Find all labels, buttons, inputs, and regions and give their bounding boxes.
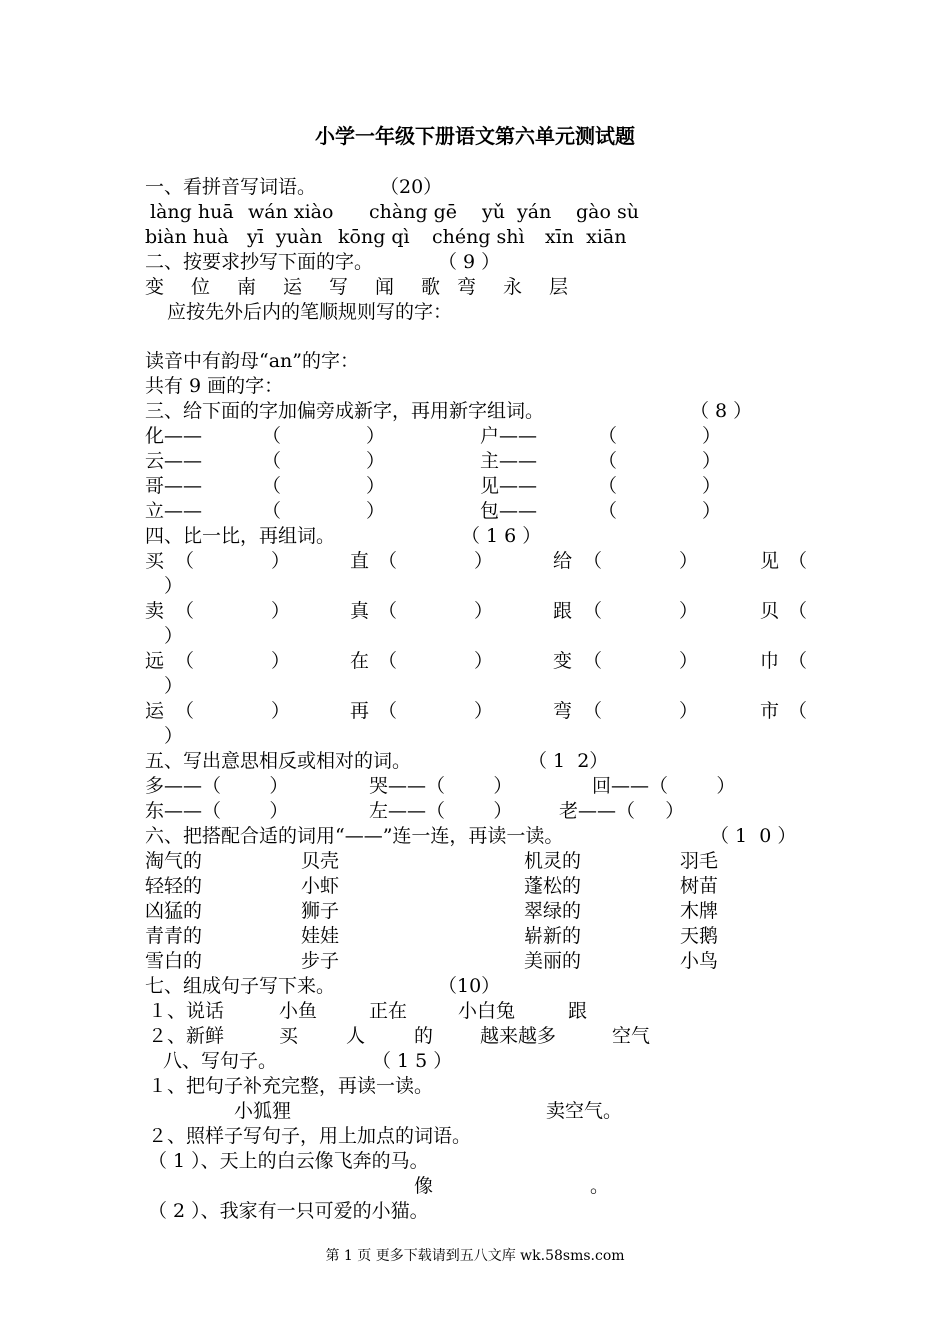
paren-close: ）: [164, 575, 184, 597]
compare-row-wrap: [0, 624, 950, 648]
antonym-item: 哭——（ ）: [369, 775, 513, 797]
paren-open: （: [175, 650, 195, 672]
pinyin-row-1: [0, 200, 950, 224]
match-word: 步子: [301, 950, 340, 972]
section-heading: 四、比一比，再组词。: [145, 525, 336, 547]
paren-open: （: [598, 500, 618, 522]
match-word: 贝壳: [301, 850, 340, 872]
paren-close: ）: [702, 500, 722, 522]
match-word: 淘气的: [145, 850, 203, 872]
compare-char: 再: [350, 700, 370, 722]
antonym-row: [0, 799, 950, 823]
fill-sentence-line: [0, 1174, 950, 1198]
compare-char: 见: [760, 550, 780, 572]
compare-char: 真: [350, 600, 370, 622]
match-word: 羽毛: [680, 850, 719, 872]
section-heading: 一、看拼音写词语。: [145, 176, 317, 198]
paren-open: （: [598, 475, 618, 497]
pinyin-item: gào sù: [576, 201, 639, 223]
paren-open: （: [583, 700, 603, 722]
paren-open: （: [598, 450, 618, 472]
compare-char: 贝: [760, 600, 780, 622]
match-word: 小虾: [301, 875, 340, 897]
antonym-item: 多——（ ）: [145, 775, 289, 797]
paren-open: （: [788, 550, 808, 572]
copy-char: 南: [237, 276, 257, 298]
compare-char: 在: [350, 650, 370, 672]
section-score: （ 8 ）: [690, 400, 753, 422]
paren-open: （: [262, 475, 282, 497]
radical-char: 哥——: [145, 475, 203, 497]
sentence-fragment: 小狐狸: [234, 1100, 292, 1122]
compare-char: 变: [553, 650, 573, 672]
question-line: [0, 1074, 950, 1098]
match-word: 机灵的: [524, 850, 582, 872]
question-text: ２、照样子写句子，用上加点的词语。: [148, 1125, 472, 1147]
paren-close: ）: [679, 600, 699, 622]
paren-open: （: [262, 500, 282, 522]
paren-close: ）: [164, 675, 184, 697]
compare-char: 给: [553, 550, 573, 572]
radical-char: 包——: [480, 500, 538, 522]
section-score: （ 1 6 ）: [461, 525, 542, 547]
compare-char: 卖: [145, 600, 165, 622]
compare-row: [0, 599, 950, 623]
antonym-item: 左——（ ）: [369, 800, 513, 822]
match-word: 崭新的: [524, 925, 582, 947]
paren-close: ）: [474, 550, 494, 572]
sentence-word: 空气: [612, 1025, 651, 1047]
section-heading: 三、给下面的字加偏旁成新字，再用新字组词。: [145, 400, 545, 422]
paren-close: ）: [366, 450, 386, 472]
sentence-word: 小白兔: [458, 1000, 516, 1022]
paren-open: （: [262, 425, 282, 447]
antonym-row: [0, 774, 950, 798]
compare-char: 弯: [553, 700, 573, 722]
sentence-words-row: [0, 1024, 950, 1048]
section-heading: 五、写出意思相反或相对的词。: [145, 750, 412, 772]
sentence-words-row: [0, 999, 950, 1023]
paren-open: （: [262, 450, 282, 472]
copy-char: 写: [329, 276, 349, 298]
match-word: 美丽的: [524, 950, 582, 972]
sentence-word: 的: [414, 1025, 434, 1047]
paren-close: ）: [474, 700, 494, 722]
paren-close: ）: [702, 425, 722, 447]
copy-char: 变: [145, 276, 165, 298]
pinyin-item: wán xiào: [248, 201, 334, 223]
compare-row: [0, 699, 950, 723]
pinyin-item: yī yuàn: [247, 226, 323, 248]
section-heading: 七、组成句子写下来。: [145, 975, 336, 997]
question-line: [0, 1124, 950, 1148]
sentence-word: １、说话: [148, 1000, 225, 1022]
copy-rule-line: [0, 300, 950, 324]
sentence-word: 正在: [369, 1000, 408, 1022]
radical-row: [0, 424, 950, 448]
antonym-item: 回——（ ）: [592, 775, 736, 797]
sentence-word: 人: [346, 1025, 366, 1047]
compare-char: 跟: [553, 600, 573, 622]
copy-char: 运: [283, 276, 303, 298]
copy-char: 永: [503, 276, 523, 298]
copy-char: 层: [549, 276, 569, 298]
question-text: 应按先外后内的笔顺规则写的字：: [167, 301, 453, 323]
section-score: （ 1 5 ）: [372, 1050, 453, 1072]
radical-row: [0, 499, 950, 523]
compare-row-wrap: [0, 724, 950, 748]
section-7-heading-line: [0, 974, 950, 998]
example-sentence: （ 1 ）、天上的白云像飞奔的马。: [148, 1150, 429, 1172]
paren-open: （: [583, 650, 603, 672]
compare-char: 市: [760, 700, 780, 722]
example-sentence: （ 2 ）、我家有一只可爱的小猫。: [148, 1200, 429, 1222]
match-word: 轻轻的: [145, 875, 203, 897]
example-sentence-line: [0, 1149, 950, 1173]
sentence-word: 买: [279, 1025, 299, 1047]
section-5-heading-line: [0, 749, 950, 773]
paren-close: ）: [679, 700, 699, 722]
section-score: （ 1 0 ）: [710, 825, 797, 847]
compare-row: [0, 549, 950, 573]
match-word: 娃娃: [301, 925, 340, 947]
pinyin-item: làng huā: [150, 201, 234, 223]
match-word: 树苗: [680, 875, 719, 897]
question-text: 读音中有韵母“an”的字：: [145, 350, 359, 372]
match-row: [0, 849, 950, 873]
section-score: （10）: [438, 975, 501, 997]
radical-row: [0, 449, 950, 473]
paren-open: （: [175, 550, 195, 572]
section-6-heading-line: [0, 824, 950, 848]
antonym-item: 老——（ ）: [559, 800, 685, 822]
paren-close: ）: [271, 600, 291, 622]
pinyin-item: biàn huà: [145, 226, 229, 248]
compare-char: 买: [145, 550, 165, 572]
fill-sentence-line: [0, 1099, 950, 1123]
paren-open: （: [378, 700, 398, 722]
section-heading: 二、按要求抄写下面的字。: [145, 251, 374, 273]
paren-close: ）: [164, 725, 184, 747]
section-3-heading-line: [0, 399, 950, 423]
paren-close: ）: [702, 450, 722, 472]
compare-row-wrap: [0, 574, 950, 598]
sentence-fragment: 卖空气。: [546, 1100, 623, 1122]
match-row: [0, 924, 950, 948]
paren-close: ）: [474, 650, 494, 672]
paren-close: ）: [271, 700, 291, 722]
section-2-heading-line: [0, 250, 950, 274]
question-text: １、把句子补充完整，再读一读。: [148, 1075, 434, 1097]
paren-open: （: [788, 700, 808, 722]
match-word: 木牌: [680, 900, 719, 922]
page-footer: 第 1 页 更多下载请到五八文库 wk.58sms.com: [325, 1248, 625, 1264]
section-score: （ 9 ）: [438, 251, 501, 273]
paren-close: ）: [679, 650, 699, 672]
paren-open: （: [378, 600, 398, 622]
copy-char: 弯: [457, 276, 477, 298]
question-text: 共有 9 画的字：: [145, 375, 284, 397]
paren-open: （: [378, 550, 398, 572]
radical-char: 立——: [145, 500, 203, 522]
copy-rule-line: [0, 349, 950, 373]
sentence-fragment: 像: [414, 1175, 434, 1197]
copy-chars-row: [0, 275, 950, 299]
paren-close: ）: [271, 550, 291, 572]
compare-char: 远: [145, 650, 165, 672]
section-heading: 八、写句子。: [163, 1050, 278, 1072]
sentence-word: 越来越多: [480, 1025, 557, 1047]
compare-char: 直: [350, 550, 370, 572]
section-score: （ 1 2）: [528, 750, 609, 772]
paren-close: ）: [366, 500, 386, 522]
radical-row: [0, 474, 950, 498]
paren-open: （: [788, 650, 808, 672]
paren-open: （: [583, 600, 603, 622]
paren-close: ）: [366, 475, 386, 497]
paren-close: ）: [474, 600, 494, 622]
match-word: 小鸟: [680, 950, 719, 972]
copy-rule-line: [0, 374, 950, 398]
copy-char: 歌: [421, 276, 441, 298]
radical-char: 化——: [145, 425, 203, 447]
radical-char: 云——: [145, 450, 203, 472]
paren-close: ）: [702, 475, 722, 497]
compare-row: [0, 649, 950, 673]
paren-open: （: [788, 600, 808, 622]
match-row: [0, 874, 950, 898]
page-title: 小学一年级下册语文第六单元测试题: [315, 124, 635, 148]
match-row: [0, 949, 950, 973]
paren-close: ）: [366, 425, 386, 447]
match-word: 翠绿的: [524, 900, 582, 922]
section-8-heading-line: [0, 1049, 950, 1073]
match-word: 狮子: [301, 900, 340, 922]
compare-row-wrap: [0, 674, 950, 698]
paren-open: （: [175, 700, 195, 722]
match-word: 蓬松的: [524, 875, 582, 897]
pinyin-item: kōng qì: [338, 226, 410, 248]
match-word: 凶猛的: [145, 900, 203, 922]
paren-open: （: [378, 650, 398, 672]
sentence-word: 小鱼: [279, 1000, 318, 1022]
paren-open: （: [583, 550, 603, 572]
section-heading: 六、把搭配合适的词用“——”连一连，再读一读。: [145, 825, 564, 847]
radical-char: 主——: [480, 450, 538, 472]
pinyin-item: yǔ yán: [482, 201, 552, 223]
example-sentence-line: [0, 1199, 950, 1223]
section-1-heading-line: [0, 175, 950, 199]
match-row: [0, 899, 950, 923]
section-score: （20）: [380, 176, 443, 198]
radical-char: 见——: [480, 475, 538, 497]
antonym-item: 东——（ ）: [145, 800, 289, 822]
copy-char: 闻: [375, 276, 395, 298]
pinyin-item: chàng gē: [369, 201, 458, 223]
compare-char: 巾: [760, 650, 780, 672]
sentence-word: ２、新鲜: [148, 1025, 225, 1047]
match-word: 天鹅: [680, 925, 719, 947]
sentence-fragment: 。: [590, 1175, 610, 1197]
paren-close: ）: [679, 550, 699, 572]
section-4-heading-line: [0, 524, 950, 548]
pinyin-row-2: [0, 225, 950, 249]
pinyin-item: xīn xiān: [545, 226, 627, 248]
paren-close: ）: [271, 650, 291, 672]
paren-close: ）: [164, 625, 184, 647]
pinyin-item: chéng shì: [432, 226, 525, 248]
copy-char: 位: [191, 276, 211, 298]
radical-char: 户——: [480, 425, 538, 447]
paren-open: （: [175, 600, 195, 622]
sentence-word: 跟: [568, 1000, 588, 1022]
match-word: 雪白的: [145, 950, 203, 972]
compare-char: 运: [145, 700, 165, 722]
paren-open: （: [598, 425, 618, 447]
match-word: 青青的: [145, 925, 203, 947]
